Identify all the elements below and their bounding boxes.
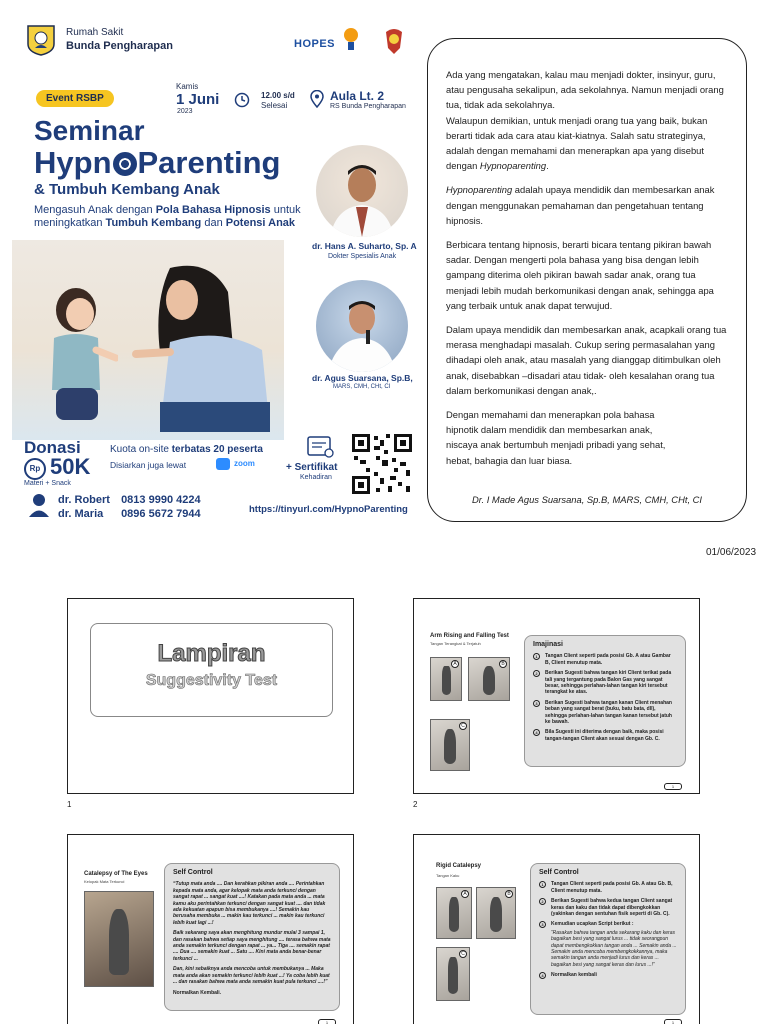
slide-subtitle: Tangan Terangkat & Terjatuh <box>430 641 481 646</box>
script-closing: Normalkan Kembali. <box>173 989 222 996</box>
donation-label: Donasi <box>24 438 81 457</box>
script-text: “Rasakan bahwa tangan anda sekarang kaku dan keras bagaikan besi yang sangat lurus ... tidak seorangpun dapat membengkokkan tangan anda ... Semakin anda ... Semakin anda mencoba membengkokkannya, maka semakin tangan anda menjadi lurus dan keras ... bagaikan besi yang sangat keras dan lurus ...!” <box>551 929 677 968</box>
essay-paragraph: Dengan memahami dan menerapkan pola bahasa hipnotik dalam mendidik dan membesarkan anak, niscaya anak bertumbuh menjadi pribadi yang sehat, hebat, bahagia dan luar biasa. <box>446 409 666 466</box>
script-text: “Tutup mata anda .... Dan kerahkan pikiran anda .... Perintahkan kepada mata anda, agar kelopak mata anda terkunci dengan sangat rapat ... sangat kuat ....! Katakan pada mata anda ... mata kamu aku perintahkan terkunci dengan sangat kuat .... dan tidak ada kekuatan apapun bisa membukanya ....! Semakin kau berusaha membuka ... makin kau terkunci ... makin kau terkunci lebih kuat lagi ...! <box>173 881 326 926</box>
location-pin-icon <box>310 90 324 108</box>
instruction-item: 2 Berikan Sugesti bahwa tangan kiri Client terikat pada tali yang tergantung pada Balon Gas yang sangat besar, sehingga perlahan-lahan tangan kiri tersebut terangkat ke atas. <box>533 670 677 696</box>
contact-list <box>58 493 201 521</box>
slide-title: Catalepsy of The Eyes <box>84 871 148 877</box>
essay-paragraph: Ada yang mengatakan, kalau mau menjadi dokter, insinyur, guru, atau pengusaha sekalipun, ada sekolahnya. Namun menjadi orang tua, tidak ada sekolahnya. Walaupun demikian, untuk menjadi orang tua yang baik, bukan berarti tidak ada cara atau kiat-kiatnya. Salah satu strateginya, adalah dengan memahami dan menerapkan apa yang disebut dengan Hypnoparenting. <box>446 69 724 172</box>
instruction-list <box>533 653 677 742</box>
instruction-panel <box>530 863 686 1015</box>
slide-1 <box>67 598 354 794</box>
event-tag: Event RSBP <box>36 90 114 107</box>
mother-figure <box>130 262 280 432</box>
hypno-spiral-icon <box>113 152 137 176</box>
clock-icon <box>234 92 250 108</box>
event-time: 12.00 s/d <box>261 91 295 100</box>
demo-photo-a: A <box>436 887 472 939</box>
venue-name: Aula Lt. 2 <box>330 89 385 103</box>
certificate-sub: Kehadiran <box>300 474 332 481</box>
certificate-icon <box>306 435 336 461</box>
instruction-item: 3 Kemudian ucapkan Script berikut : “Rasakan bahwa tangan anda sekarang kaku dan keras bagaikan besi yang sangat lurus ... tidak seorangpun dapat membengkokkan tangan anda ... Semakin anda ... Semakin anda mencoba membengkokkannya, maka semakin tangan anda menjadi lurus dan keras ... bagaikan besi yang sangat keras dan lurus ...!” <box>539 921 677 968</box>
panel-heading: Self Control <box>173 869 213 876</box>
slide-subtitle: Tangan Kaku <box>436 873 460 878</box>
slide-2 <box>413 598 700 794</box>
hospital-name-line2: Bunda Pengharapan <box>66 40 173 52</box>
poster-description: Mengasuh Anak dengan Pola Bahasa Hipnosis untuk meningkatkan Tumbuh Kembang dan Potensi Anak <box>34 204 301 229</box>
essay-signature: Dr. I Made Agus Suarsana, Sp.B, MARS, CMH, CHt, CI <box>471 493 703 505</box>
mother-child-photo <box>12 240 284 440</box>
slide-page-marker: 1 <box>664 783 682 790</box>
panel-heading: Self Control <box>539 869 579 876</box>
slide-number: 2 <box>413 800 418 809</box>
instruction-item: 4 Bila Sugesti ini diterima dengan baik, maka posisi tangan-tangan Client akan sesuai dengan Gb. C. <box>533 729 677 742</box>
contact-person-icon <box>28 492 50 518</box>
slide-page-marker: 1 <box>318 1019 336 1024</box>
slide-title: Lampiran <box>157 640 266 667</box>
essay-paragraph: Dalam upaya mendidik dan membesarkan anak, acapkali orang tua merasa menghadapi masalah. Cukup sering permasalahan yang dihadapi oleh anak, atau masalah yang dianggap ditimbulkan oleh anak, disebabkan –disadari atau tidak- oleh kesalahan orang tua dalam berkomunikasi dengan anak,. <box>446 324 727 396</box>
instruction-item: 4 Normalkan kembali <box>539 972 677 978</box>
speaker2-name: dr. Agus Suarsana, Sp.B, <box>312 373 413 383</box>
quality-badge-icon <box>382 26 406 56</box>
title-seminar: Seminar <box>34 115 145 146</box>
instruction-panel <box>164 863 340 1011</box>
event-poster <box>12 18 422 523</box>
certificate-label: + Sertifikat <box>286 462 338 473</box>
slide-title: Arm Rising and Falling Test <box>430 633 509 639</box>
essay-paragraph: Berbicara tentang hipnosis, berarti bicara tentang pikiran bawah sadar. Dengan mengerti pola bahasa yang bisa dengan lebih gampang diterima oleh pikiran bawah sadar anak, orang tua menjadi lebih mudah berkomunikasi dengan anak, sehingga apa yang terbaik untuk anak dapat terwujud. <box>446 239 714 311</box>
contact-item: dr. Maria 0896 5672 7944 <box>58 508 201 520</box>
lightbulb-icon <box>342 26 360 54</box>
quota-text: Kuota on-site terbatas 20 peserta <box>110 444 263 455</box>
event-year: 2023 <box>177 108 193 115</box>
slide-page-marker: 1 <box>664 1019 682 1024</box>
essay-box <box>427 38 747 522</box>
script-text: Dan, kini sebaiknya anda mencoba untuk membukanya ... Maka mata anda akan semakin terkunci lebih kuat ...! Ya coba lebih kuat ... dan rasakan bahwa mata anda semakin kuat pula terkunci ....!” <box>173 966 330 986</box>
instruction-item: 1 Tangan Client seperti pada posisi Gb. A atau Gambar B, Client menutup mata. <box>533 653 677 666</box>
panel-heading: Imajinasi <box>533 641 563 648</box>
venue-location: RS Bunda Pengharapan <box>330 103 406 110</box>
rupiah-icon: Rp <box>24 458 46 480</box>
registration-link[interactable]: https://tinyurl.com/HypnoParenting <box>249 504 408 515</box>
script-text: Baik sekarang saya akan menghitung mundur mulai 3 sampai 1, dan rasakan bahwa setiap saya menghitung .... terasa bahwa mata anda semakin terkunci dengan rapat ... ya... Tiga .... semakin rapat .... Dua .... semakin kuat ... Satu .... Kini mata anda benar-benar terkunci ... <box>173 930 331 962</box>
demo-photo-a: A <box>430 657 462 701</box>
zoom-camera-icon <box>216 458 230 470</box>
contact-item: dr. Robert 0813 9990 4224 <box>58 494 201 506</box>
instruction-list <box>539 881 677 978</box>
hospital-logo-icon <box>26 24 56 56</box>
qr-code-icon <box>350 432 414 496</box>
slide-number: 1 <box>67 800 72 809</box>
child-figure <box>34 280 118 430</box>
slide-4 <box>413 834 700 1024</box>
speaker1-role: Dokter Spesialis Anak <box>328 253 397 260</box>
demo-photo-eyes <box>84 891 154 987</box>
slide-title-frame <box>90 623 333 717</box>
demo-photo-b: B <box>468 657 510 701</box>
slide-subtitle: Suggestivity Test <box>145 672 278 689</box>
instruction-item: 2 Berikan Sugesti bahwa kedua tangan Client sangat keras dan kaku dan tidak dapat dibengkokkan (yakinkan dengan sentuhan fisik seperti di Gb. C). <box>539 898 677 917</box>
slide-3 <box>67 834 354 1024</box>
speaker2-photo <box>316 280 408 372</box>
document-date: 01/06/2023 <box>706 547 757 558</box>
price-note: Materi + Snack <box>24 480 71 487</box>
event-date: 1 Juni <box>176 91 220 108</box>
speaker2-role: MARS, CMH, CHt, CI <box>333 384 391 390</box>
speaker1-name: dr. Hans A. Suharto, Sp. A <box>312 241 417 251</box>
demo-photo-c: C <box>436 947 470 1001</box>
zoom-label: zoom <box>234 459 255 468</box>
hopes-logo: HOPES <box>294 26 364 60</box>
slide-subtitle: Kelopak Mata Terkunci <box>84 879 125 884</box>
instruction-item: 3 Berikan Sugesti bahwa tangan kanan Client menahan beban yang sangat berat (buku, batu bata, dll), sehingga perlahan-lahan tangan kanan tersebut jatuh ke bawah. <box>533 700 677 726</box>
instruction-panel <box>524 635 686 767</box>
demo-photo-b: B <box>476 887 516 939</box>
broadcast-text: Disiarkan juga lewat <box>110 460 187 470</box>
speaker1-photo <box>316 145 408 237</box>
donation-price: 50K <box>50 454 91 479</box>
instruction-item: 1 Tangan Client seperti pada posisi Gb. A atau Gb. B, Client menutup mata. <box>539 881 677 894</box>
demo-photo-c: C <box>430 719 470 771</box>
title-tumbuh-kembang: & Tumbuh Kembang Anak <box>34 181 220 198</box>
event-time-end: Selesai <box>261 101 288 110</box>
hospital-name-line1: Rumah Sakit <box>66 27 124 38</box>
title-hypnoparenting: Hypn Parenting <box>34 145 281 180</box>
slide-title: Rigid Catalepsy <box>436 863 482 869</box>
essay-paragraph: Hypnoparenting adalah upaya mendidik dan membesarkan anak dengan menggunakan pemahaman dan pengetahuan tentang hipnosis. <box>446 184 715 226</box>
event-day: Kamis <box>176 82 199 91</box>
